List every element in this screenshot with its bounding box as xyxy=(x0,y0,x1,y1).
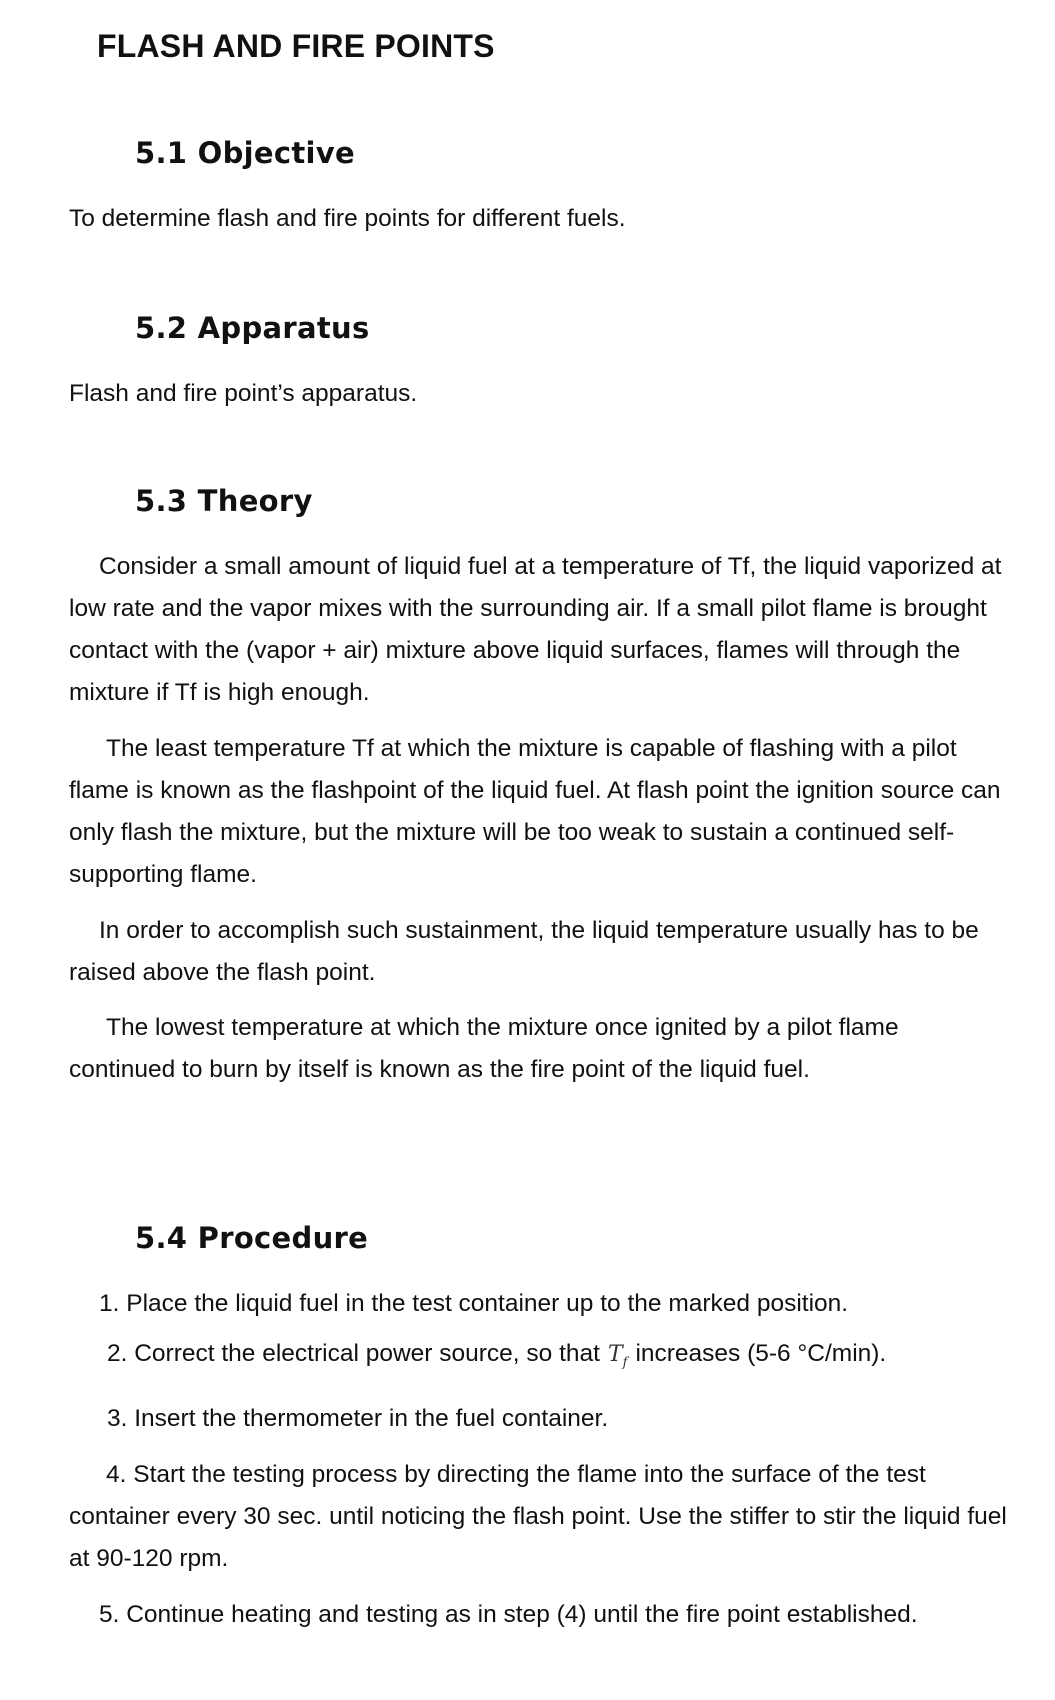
tf-variable-subscript: f xyxy=(622,1355,628,1371)
tf-variable-symbol: T xyxy=(607,1342,623,1367)
procedure-step-4: 4. Start the testing process by directing the flame into the surface of the test container every 30 sec. until noticing the flash point. Use the stiffer to stir the liquid fuel at 90-120 rpm. xyxy=(69,1461,1007,1572)
procedure-step-2-text-end: increases (5-6 °C/min). xyxy=(635,1340,887,1367)
theory-heading: 5.3 Theory xyxy=(135,484,313,518)
procedure-step-2 xyxy=(107,1333,886,1384)
procedure-step-3: 3. Insert the thermometer in the fuel container. xyxy=(107,1405,609,1432)
procedure-step-5: 5. Continue heating and testing as in step (4) until the fire point established. xyxy=(99,1601,918,1628)
procedure-step-1: 1. Place the liquid fuel in the test container up to the marked position. xyxy=(99,1290,849,1317)
procedure-step-2-text-start: 2. Correct the electrical power source, so that xyxy=(107,1340,600,1367)
apparatus-text: Flash and fire point’s apparatus. xyxy=(69,380,418,407)
theory-paragraph-3: In order to accomplish such sustainment, the liquid temperature usually has to be raised above the flash point. xyxy=(69,917,979,986)
objective-text: To determine flash and fire points for different fuels. xyxy=(69,205,626,232)
page-title: FLASH AND FIRE POINTS xyxy=(97,28,495,64)
theory-paragraph-4: The lowest temperature at which the mixture once ignited by a pilot flame continued to burn by itself is known as the fire point of the liquid fuel. xyxy=(69,1014,899,1083)
tf-variable xyxy=(607,1342,628,1371)
apparatus-heading: 5.2 Apparatus xyxy=(135,311,370,345)
theory-paragraph-1: Consider a small amount of liquid fuel at a temperature of Tf, the liquid vaporized at low rate and the vapor mixes with the surrounding air. If a small pilot flame is brought contact with the (vapor + air) mixture above liquid surfaces, flames will through the mixture if Tf is high enough. xyxy=(69,553,1002,706)
procedure-heading: 5.4 Procedure xyxy=(135,1221,369,1255)
theory-paragraph-2: The least temperature Tf at which the mixture is capable of flashing with a pilot flame is known as the flashpoint of the liquid fuel. At flash point the ignition source can only flash the mixture, but the mixture will be too weak to sustain a continued self-supporting flame. xyxy=(69,735,1001,888)
objective-heading: 5.1 Objective xyxy=(135,136,355,170)
